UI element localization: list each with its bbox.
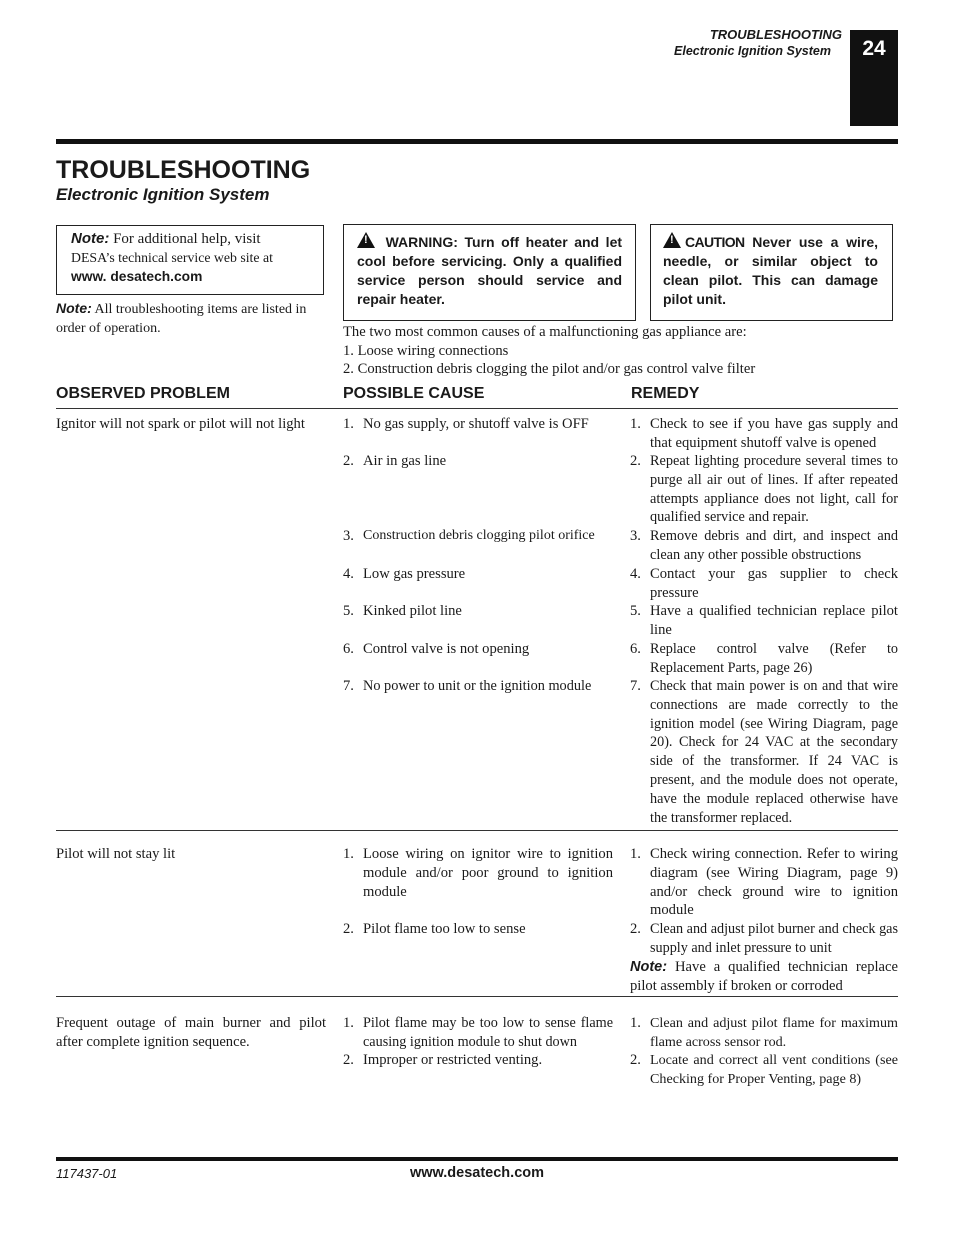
footer-website: www.desatech.com: [409, 1165, 545, 1181]
caution-label: CAUTION: [685, 234, 745, 250]
page-subtitle: Electronic Ignition System: [56, 185, 270, 204]
common-causes-intro: [343, 323, 898, 379]
remedy-item: 2. Repeat lighting procedure several times to purge all air out of lines. If after repeated attempts appliance does not light, call for qualified service and repair.: [630, 453, 898, 526]
running-header-section: TROUBLESHOOTING: [709, 27, 842, 42]
caution-icon: !: [663, 232, 681, 248]
help-note-line2: DESA’s technical service web site at: [71, 249, 273, 265]
page-title: TROUBLESHOOTING: [56, 156, 311, 184]
possible-cause-item: 3. Construction debris clogging pilot orifice: [343, 528, 595, 544]
running-header-subsection: Electronic Ignition System: [674, 44, 831, 58]
common-causes-lead: The two most common causes of a malfunctioning gas appliance are:: [343, 324, 747, 340]
remedy-item: 1. Check to see if you have gas supply and that equipment shutoff valve is opened: [630, 416, 898, 451]
possible-cause-item: 2. Improper or restricted venting.: [343, 1052, 543, 1068]
section-divider: [56, 830, 898, 831]
caution-box: [650, 224, 893, 321]
column-header-problem: OBSERVED PROBLEM: [56, 385, 230, 402]
common-cause-item: 2. Construction debris clogging the pilot and/or gas control valve filter: [343, 361, 756, 377]
observed-problem: Pilot will not stay lit: [56, 846, 176, 862]
table-header-rule: [56, 408, 898, 409]
remedy-item: 2. Clean and adjust pilot burner and check gas supply and inlet pressure to unit: [630, 921, 898, 956]
warning-label: WARNING:: [385, 234, 458, 250]
observed-problem: Frequent outage of main burner and pilot after complete ignition sequence.: [56, 1015, 326, 1050]
remedy-item: 3. Remove debris and dirt, and inspect and clean any other possible obstructions: [630, 528, 898, 563]
note-label: Note:: [56, 300, 92, 316]
remedy-item: 1. Check wiring connection. Refer to wiring diagram (see Wiring Diagram, page 9) and/or check ground wire to ignition module: [630, 846, 898, 919]
warning-box: [343, 224, 636, 321]
order-note: Note: All troubleshooting items are listed in order of operation.: [56, 300, 307, 336]
remedy-item: 4. Contact your gas supplier to check pressure: [630, 566, 898, 601]
observed-problem: Ignitor will not spark or pilot will not light: [56, 416, 305, 432]
possible-cause-item: 7. No power to unit or the ignition module: [343, 678, 592, 694]
common-cause-item: 1. Loose wiring connections: [343, 342, 509, 359]
possible-cause-item: 5. Kinked pilot line: [343, 603, 462, 619]
possible-cause-item: 2. Pilot flame too low to sense: [343, 921, 526, 937]
possible-cause-item: 6. Control valve is not opening: [343, 641, 530, 657]
remedy-note: Note: Have a qualified technician replace pilot assembly if broken or corroded: [630, 959, 898, 994]
possible-cause-item: 2. Air in gas line: [343, 453, 447, 469]
possible-cause-item: 1. No gas supply, or shutoff valve is OFF: [343, 416, 589, 432]
footer-divider: [56, 1157, 898, 1161]
column-header-remedy: REMEDY: [631, 385, 700, 402]
help-note-line1: Note: For additional help, visit: [71, 230, 261, 247]
help-note-url: www. desatech.com: [71, 268, 203, 284]
help-note-box: [56, 225, 324, 295]
document-number: 117437-01: [56, 1166, 118, 1181]
warning-icon: !: [357, 232, 375, 248]
remedy-item: 2. Locate and correct all vent conditions (see Checking for Proper Venting, page 8): [630, 1052, 898, 1087]
warning-text: Turn off heater and let cool before servicing. Only a qualified service person should service and repair heater.: [357, 234, 623, 307]
possible-cause-item: 1. Pilot flame may be too low to sense flame causing ignition module to shut down: [343, 1015, 613, 1050]
remedy-item: 7. Check that main power is on and that wire connections are made correctly to the ignition model (see Wiring Diagram, page 20). Check for 24 VAC at the secondary side of the transformer. If 24 VAC is present, and the module does not operate, have the module replaced otherwise have the transformer replaced.: [630, 678, 898, 826]
possible-cause-item: 1. Loose wiring on ignitor wire to ignition module and/or poor ground to ignition module: [343, 846, 613, 900]
remedy-item: 5. Have a qualified technician replace pilot line: [630, 603, 898, 638]
remedy-item: 1. Clean and adjust pilot flame for maximum flame across sensor rod.: [630, 1015, 898, 1050]
possible-cause-item: 4. Low gas pressure: [343, 566, 466, 582]
remedy-item: 6. Replace control valve (Refer to Replacement Parts, page 26): [630, 641, 898, 676]
note-label: Note:: [71, 230, 110, 247]
page-number-tab: 24: [850, 30, 898, 126]
column-header-cause: POSSIBLE CAUSE: [343, 385, 485, 402]
caution-text: Never use a wire, needle, or similar object to clean pilot. This can damage pilot unit.: [663, 234, 878, 307]
section-divider: [56, 996, 898, 997]
header-divider: [56, 139, 898, 144]
